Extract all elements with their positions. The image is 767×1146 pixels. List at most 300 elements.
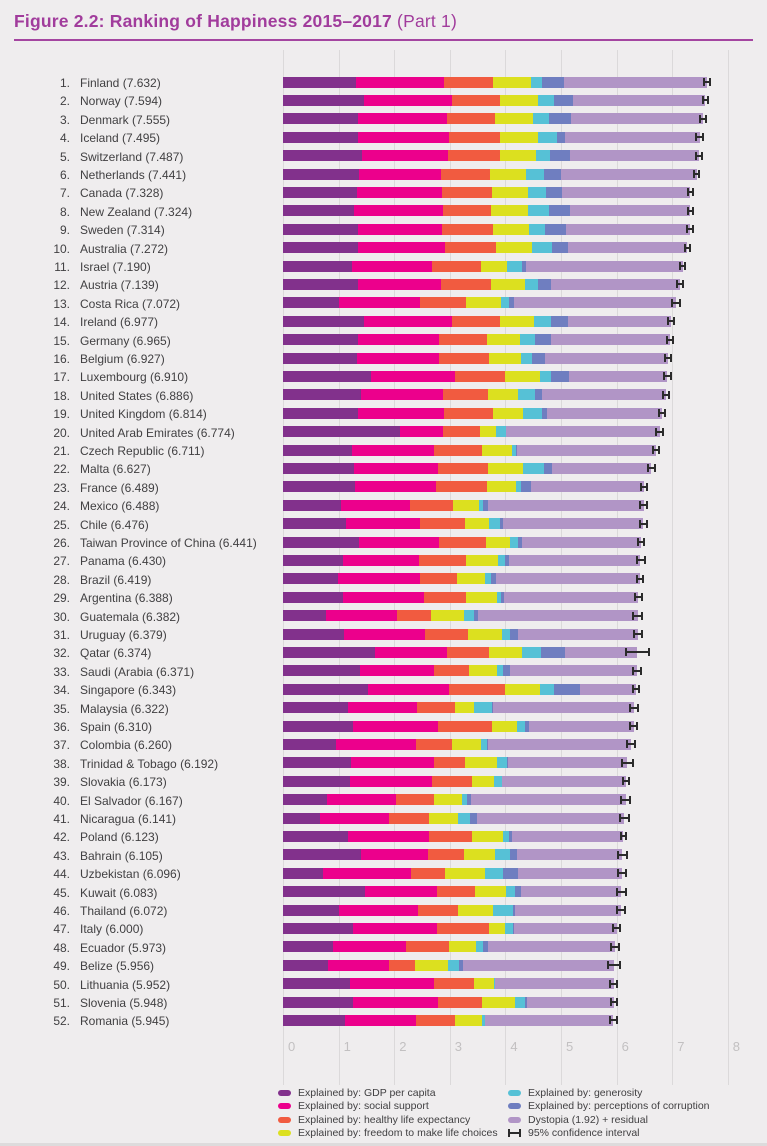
segment-gdp [283, 371, 371, 382]
stacked-bar [283, 132, 700, 143]
segment-social [320, 813, 389, 824]
legend-label: Explained by: healthy life expectancy [298, 1113, 471, 1126]
whisker-line [623, 762, 632, 764]
rank-label: 28. [53, 572, 70, 587]
segment-freedom [458, 905, 493, 916]
stacked-bar [283, 371, 667, 382]
segment-generosity [502, 629, 509, 640]
segment-health [438, 997, 482, 1008]
segment-generosity [458, 813, 470, 824]
segment-gdp [283, 813, 320, 824]
segment-gdp [283, 592, 343, 603]
segment-health [428, 849, 464, 860]
segment-generosity [494, 776, 502, 787]
segment-health [443, 389, 489, 400]
whisker-cap-right [679, 299, 681, 307]
confidence-interval-whisker [632, 685, 640, 694]
confidence-interval-whisker [617, 869, 627, 878]
segment-gdp [283, 739, 336, 750]
segment-corruption [549, 113, 572, 124]
segment-gdp [283, 187, 357, 198]
confidence-interval-whisker [666, 335, 674, 344]
rank-label: 50. [53, 977, 70, 992]
stacked-bar [283, 500, 644, 511]
segment-dystopia [521, 886, 621, 897]
whisker-cap-right [646, 501, 648, 509]
segment-gdp [283, 463, 354, 474]
segment-health [429, 831, 472, 842]
segment-social [343, 592, 425, 603]
stacked-bar [283, 923, 617, 934]
country-label: Denmark (7.555) [80, 112, 171, 127]
country-label: Germany (6.965) [80, 333, 171, 348]
rank-label: 31. [53, 628, 70, 642]
segment-health [441, 279, 491, 290]
country-label: El Salvador (6.167) [80, 793, 183, 808]
segment-freedom [488, 389, 518, 400]
segment-social [358, 408, 443, 419]
stacked-bar [283, 794, 626, 805]
segment-freedom [487, 481, 516, 492]
segment-generosity [497, 757, 507, 768]
whisker-cap-right [664, 409, 666, 417]
segment-gdp [283, 389, 361, 400]
stacked-bar [283, 445, 656, 456]
segment-freedom [453, 500, 480, 511]
x-tick-label-7: 7 [677, 1039, 685, 1054]
segment-gdp [283, 757, 351, 768]
segment-health [441, 169, 490, 180]
segment-freedom [415, 960, 448, 971]
country-label: Costa Rica (7.072) [80, 296, 181, 311]
confidence-interval-whisker [686, 225, 694, 234]
stacked-bar [283, 886, 621, 897]
segment-dystopia [522, 537, 641, 548]
segment-social [358, 113, 446, 124]
whisker-cap-right [670, 372, 672, 380]
segment-freedom [505, 684, 540, 695]
confidence-interval-whisker [607, 961, 621, 970]
segment-freedom [488, 463, 524, 474]
stacked-bar [283, 721, 634, 732]
segment-corruption [551, 371, 569, 382]
country-label: Singapore (6.343) [80, 683, 177, 698]
segment-generosity [474, 702, 491, 713]
gdp-color-swatch [278, 1090, 291, 1096]
confidence-interval-whisker [619, 814, 630, 823]
confidence-interval-whisker [676, 280, 684, 289]
segment-dystopia [485, 1015, 613, 1026]
segment-social [328, 960, 389, 971]
whisker-cap-right [625, 888, 627, 896]
x-tick-label-6: 6 [621, 1039, 629, 1054]
segment-dystopia [545, 353, 668, 364]
segment-social [348, 831, 429, 842]
segment-corruption [544, 463, 552, 474]
confidence-interval-whisker [622, 777, 630, 786]
segment-generosity [534, 316, 551, 327]
segment-dystopia [517, 849, 622, 860]
stacked-bar [283, 113, 703, 124]
segment-gdp [283, 169, 359, 180]
segment-freedom [465, 518, 489, 529]
segment-dystopia [568, 242, 687, 253]
rank-label: 46. [53, 904, 70, 918]
country-label: Lithuania (5.952) [80, 977, 171, 992]
rank-label: 12. [53, 278, 70, 293]
rank-label: 10. [53, 241, 70, 256]
segment-social [353, 997, 438, 1008]
segment-health [448, 150, 500, 161]
confidence-interval-whisker [632, 611, 643, 620]
segment-health [442, 224, 493, 235]
rank-label: 21. [53, 444, 70, 458]
segment-generosity [498, 555, 505, 566]
stacked-bar [283, 757, 627, 768]
segment-dystopia [561, 169, 697, 180]
country-label: Brazil (6.419) [80, 572, 152, 587]
segment-freedom [486, 537, 509, 548]
rank-label: 29. [53, 591, 70, 606]
segment-gdp [283, 150, 362, 161]
country-label: Thailand (6.072) [80, 904, 168, 918]
confidence-interval-whisker [617, 850, 628, 859]
confidence-interval-whisker [652, 446, 660, 455]
stacked-bar [283, 905, 621, 916]
segment-health [432, 776, 473, 787]
segment-freedom [489, 923, 505, 934]
segment-freedom [480, 426, 496, 437]
segment-health [437, 886, 475, 897]
stacked-bar [283, 518, 643, 529]
segment-freedom [472, 776, 493, 787]
segment-health [439, 334, 487, 345]
confidence-interval-whisker [695, 151, 703, 160]
whisker-cap-right [689, 244, 691, 252]
segment-dystopia [571, 113, 703, 124]
whisker-cap-right [692, 225, 694, 233]
segment-health [416, 739, 451, 750]
whisker-cap-right [642, 575, 644, 583]
segment-corruption [550, 150, 570, 161]
segment-health [432, 261, 481, 272]
confidence-interval-whisker [625, 648, 649, 657]
segment-health [438, 721, 492, 732]
segment-gdp [283, 132, 358, 143]
segment-gdp [283, 684, 368, 695]
segment-dystopia [477, 813, 624, 824]
rank-label: 15. [53, 333, 70, 348]
segment-generosity [506, 886, 515, 897]
segment-gdp [283, 537, 359, 548]
confidence-interval-whisker [629, 703, 639, 712]
segment-corruption [552, 242, 569, 253]
segment-gdp [283, 113, 358, 124]
segment-generosity [518, 389, 534, 400]
country-label: United Kingdom (6.814) [80, 407, 207, 422]
segment-generosity [532, 242, 552, 253]
segment-freedom [449, 941, 477, 952]
segment-corruption [551, 316, 568, 327]
confidence-interval-whisker [610, 942, 620, 951]
segment-health [424, 592, 465, 603]
segment-social [353, 923, 436, 934]
segment-freedom [466, 555, 498, 566]
segment-dystopia [518, 629, 637, 640]
country-label: Finland (7.632) [80, 76, 161, 90]
stacked-bar [283, 813, 624, 824]
confidence-interval-whisker [703, 78, 711, 87]
segment-dystopia [463, 960, 614, 971]
confidence-interval-whisker [633, 630, 643, 639]
confidence-interval-whisker [616, 887, 627, 896]
country-label: Belgium (6.927) [80, 352, 165, 366]
stacked-bar [283, 169, 697, 180]
segment-health [452, 316, 501, 327]
whisker-cap-right [616, 1016, 618, 1024]
segment-social [345, 1015, 417, 1026]
whisker-line [619, 854, 626, 856]
segment-generosity [525, 279, 538, 290]
stacked-bar [283, 334, 670, 345]
segment-dystopia [502, 776, 626, 787]
segment-social [358, 334, 440, 345]
country-label: Austria (7.139) [80, 278, 159, 293]
segment-gdp [283, 518, 346, 529]
segment-freedom [492, 721, 517, 732]
segment-social [354, 463, 439, 474]
whisker-cap-right [705, 115, 707, 123]
segment-freedom [493, 224, 530, 235]
rank-label: 38. [53, 756, 70, 771]
segment-gdp [283, 426, 400, 437]
rank-label: 7. [59, 186, 70, 201]
segment-health [437, 923, 490, 934]
country-label: Netherlands (7.441) [80, 168, 187, 182]
segment-social [351, 757, 434, 768]
segment-dystopia [503, 518, 643, 529]
rank-label: 19. [53, 407, 70, 422]
segment-social [348, 702, 418, 713]
segment-dystopia [551, 279, 680, 290]
segment-freedom [464, 849, 496, 860]
confidence-interval-whisker [639, 519, 648, 528]
confidence-interval-whisker [634, 593, 643, 602]
segment-health [436, 481, 486, 492]
country-label: Argentina (6.388) [80, 591, 173, 606]
country-label: France (6.489) [80, 480, 159, 495]
segment-freedom [466, 592, 498, 603]
country-label: Kuwait (6.083) [80, 885, 158, 900]
stacked-bar [283, 647, 637, 658]
segment-generosity [522, 647, 540, 658]
stacked-bar [283, 665, 637, 676]
country-label: Ireland (6.977) [80, 315, 159, 330]
segment-freedom [493, 77, 531, 88]
segment-social [344, 629, 425, 640]
whisker-cap-right [616, 998, 618, 1006]
confidence-interval-whisker [663, 372, 672, 381]
stacked-bar [283, 481, 644, 492]
segment-generosity [493, 905, 513, 916]
rank-label: 34. [53, 683, 70, 698]
confidence-interval-whisker [671, 298, 681, 307]
segment-gdp [283, 261, 352, 272]
segment-social [327, 794, 396, 805]
segment-generosity [540, 684, 555, 695]
country-label: Poland (6.123) [80, 830, 159, 845]
legend-item-freedom [278, 1128, 498, 1138]
segment-social [333, 941, 406, 952]
stacked-bar [283, 776, 626, 787]
segment-generosity [517, 721, 525, 732]
confidence-interval-whisker [679, 262, 686, 271]
segment-freedom [452, 739, 482, 750]
segment-gdp [283, 445, 352, 456]
segment-freedom [489, 647, 523, 658]
confidence-interval-whisker [632, 666, 642, 675]
confidence-interval-whisker [664, 354, 672, 363]
whisker-cap-right [684, 262, 686, 270]
segment-social [359, 537, 439, 548]
legend-item-social [278, 1101, 429, 1111]
whisker-cap-right [624, 906, 626, 914]
stacked-bar [283, 537, 641, 548]
whisker-cap-right [625, 869, 627, 877]
segment-corruption [510, 849, 517, 860]
legend-label: Explained by: GDP per capita [298, 1087, 436, 1099]
social-color-swatch [278, 1103, 291, 1109]
rank-label: 1. [59, 76, 70, 90]
segment-health [420, 297, 465, 308]
segment-health [416, 1015, 455, 1026]
country-label: Guatemala (6.382) [80, 609, 181, 624]
segment-social [323, 868, 411, 879]
segment-gdp [283, 408, 358, 419]
whisker-cap-right [673, 317, 675, 325]
segment-freedom [492, 187, 528, 198]
segment-health [396, 794, 434, 805]
segment-social [368, 684, 449, 695]
segment-social [346, 518, 420, 529]
rank-label: 4. [59, 131, 70, 146]
stacked-bar [283, 279, 680, 290]
segment-health [434, 978, 474, 989]
whisker-line [618, 891, 625, 893]
stacked-bar [283, 463, 651, 474]
stacked-bar [283, 702, 634, 713]
whisker-cap-right [668, 391, 670, 399]
confidence-interval-whisker [609, 979, 618, 988]
segment-freedom [487, 334, 520, 345]
segment-generosity [505, 923, 513, 934]
segment-social [338, 573, 420, 584]
segment-generosity [521, 353, 531, 364]
x-tick-label-1: 1 [343, 1039, 351, 1054]
segment-gdp [283, 923, 353, 934]
segment-freedom [500, 150, 537, 161]
rank-label: 16. [53, 352, 70, 366]
whisker-cap-right [709, 78, 711, 86]
rank-label: 39. [53, 775, 70, 790]
segment-dystopia [517, 445, 656, 456]
segment-corruption [541, 647, 565, 658]
stacked-bar [283, 426, 660, 437]
whisker-cap-right [619, 924, 621, 932]
segment-health [434, 665, 469, 676]
segment-gdp [283, 279, 358, 290]
country-label: Mexico (6.488) [80, 499, 160, 514]
whisker-cap-right [629, 796, 631, 804]
whisker-cap-right [646, 483, 648, 491]
segment-dystopia [551, 334, 671, 345]
figure-title-main: Figure 2.2: Ranking of Happiness 2015–2017 [14, 11, 392, 31]
segment-freedom [468, 629, 503, 640]
whisker-cap-right [682, 280, 684, 288]
country-label: Czech Republic (6.711) [80, 444, 205, 458]
country-label: Slovakia (6.173) [80, 775, 167, 790]
segment-social [326, 610, 397, 621]
stacked-bar [283, 297, 676, 308]
segment-corruption [545, 224, 566, 235]
segment-health [438, 463, 487, 474]
segment-social [343, 555, 420, 566]
legend-label: Explained by: social support [298, 1100, 429, 1113]
segment-gdp [283, 353, 357, 364]
segment-gdp [283, 629, 344, 640]
segment-generosity [523, 463, 544, 474]
segment-social [375, 647, 447, 658]
x-tick-label-2: 2 [399, 1039, 407, 1054]
country-label: Taiwan Province of China (6.441) [80, 536, 257, 550]
segment-social [356, 77, 445, 88]
segment-freedom [455, 1015, 483, 1026]
confidence-interval-whisker [636, 574, 644, 583]
segment-freedom [489, 353, 521, 364]
segment-generosity [533, 113, 549, 124]
stacked-bar [283, 353, 668, 364]
confidence-interval-whisker [610, 998, 618, 1007]
segment-dystopia [496, 573, 640, 584]
segment-corruption [532, 353, 545, 364]
segment-social [371, 371, 456, 382]
whisker-cap-right [702, 133, 704, 141]
segment-freedom [455, 702, 475, 713]
country-label: Malta (6.627) [80, 462, 151, 477]
stacked-bar [283, 941, 615, 952]
segment-dystopia [508, 757, 627, 768]
dystopia-color-swatch [508, 1117, 521, 1123]
stacked-bar [283, 150, 699, 161]
confidence-interval-icon [508, 1129, 521, 1137]
segment-health [455, 371, 505, 382]
segment-health [449, 684, 505, 695]
segment-health [434, 445, 481, 456]
segment-dystopia [514, 923, 616, 934]
country-label: Nicaragua (6.141) [80, 812, 177, 826]
segment-generosity [528, 187, 546, 198]
segment-gdp [283, 316, 364, 327]
confidence-interval-whisker [702, 96, 709, 105]
whisker-cap-right [619, 961, 621, 969]
x-tick-label-0: 0 [288, 1039, 296, 1054]
segment-freedom [431, 610, 465, 621]
segment-freedom [482, 997, 516, 1008]
segment-gdp [283, 868, 323, 879]
segment-health [389, 960, 415, 971]
segment-gdp [283, 978, 350, 989]
segment-corruption [544, 169, 560, 180]
